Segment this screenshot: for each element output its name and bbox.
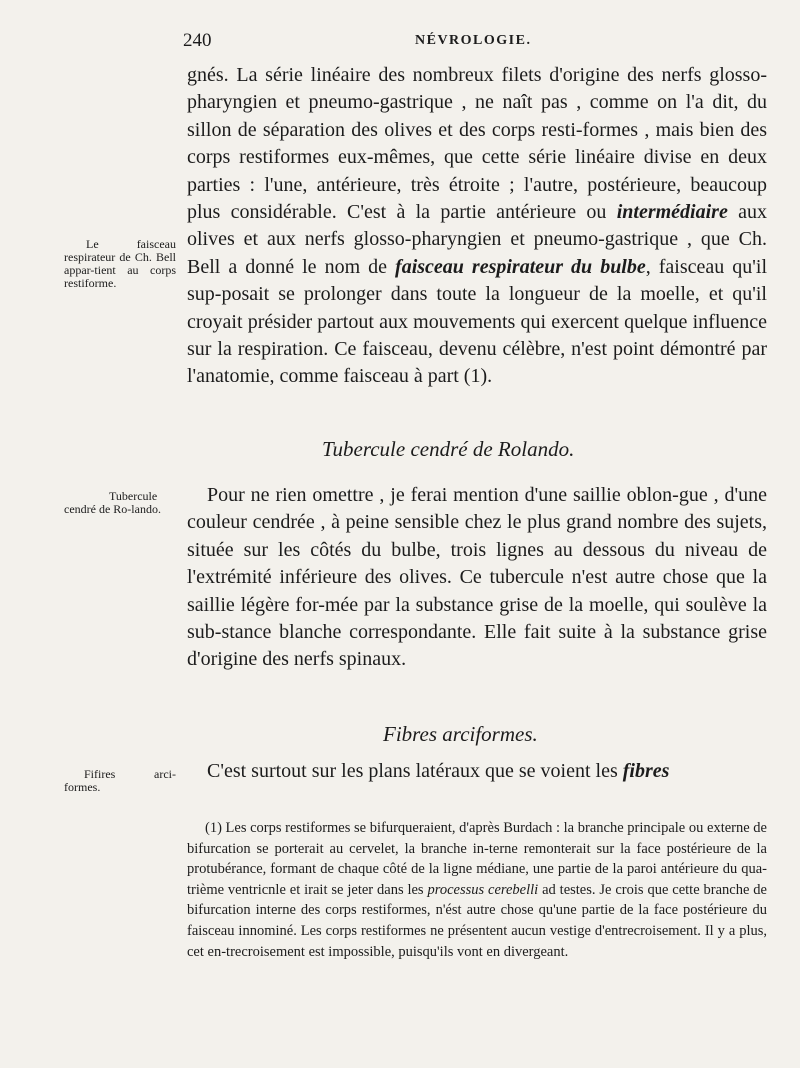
emphasis-intermediaire: intermédiaire [616,201,728,224]
section-heading-fibres: Fibres arciformes. [383,722,538,746]
margin-note-tubercule: Tubercule cendré de Ro-lando. [64,489,161,516]
paragraph-text: gnés. La série linéaire des nombreux filets d'origine des nerfs glosso-pharyngien et pneumo-gastrique , ne naît pas , comme on l'a dit, du sillon de séparation des olives et des corps resti-formes , mais bien des corps restiformes eux-mêmes, que cette série linéaire divise en deux parties : l'une, antérieure, très étroite ; l'autre, postérieure, beaucoup plus considérable. C'est à la partie antérieure ou [187,64,767,224]
margin-note-faisceau: Le faisceau respirateur de Ch. Bell appar-tient au corps restiforme. [64,237,176,290]
paragraph-text: aux olives et aux nerfs glosso-pharyngien et pneumo-gastrique , que Ch. Bell a donné le nom de [187,201,768,278]
running-head [0,22,800,52]
paragraph-tubercule: Pour ne rien omettre , je ferai mention d'une saillie oblon-gue , d'une couleur cendrée , à peine sensible chez le plus grand nombre des sujets, située sur les côtés du bulbe, trois lignes au dessous du niveau de l'extrémité inférieure des olives. Ce tubercule n'est autre chose que la saillie légère for-mée par la substance grise de la moelle, qui soulève la sub-stance blanche correspondante. Elle fait suite à la substance grise d'origine des nerfs spinaux. [187,484,767,671]
paragraph-fibres [187,758,767,785]
emphasis-faisceau-respirateur: faisceau respirateur du bulbe [395,255,646,278]
page-number: 240 [183,30,212,51]
footnote-text: (1) Les corps restiformes se bifurqueraient, d'après Burdach : la branche principale ou externe de bifurcation se porterait au cervelet, la branche in-terne remonterait sur la face postérieure de la protubérance, formant de chaque côté de la ligne médiane, une partie de la paroi antérieure du qua-trième ventricnle et irait se jeter dans les [187,820,767,898]
emphasis-fibres: fibres [622,760,670,782]
paragraph-text: C'est surtout sur les plans latéraux que se voient les [207,760,618,782]
margin-note-fibres: Fifires arci-formes. [64,767,176,794]
footnote-emphasis: processus cerebelli [427,881,539,898]
running-title: NÉVROLOGIE. [415,33,532,48]
footnote-text: ad testes. Je crois que cette branche de bifurcation interne des corps restiformes, n'ést autre chose qu'une partie de la face postérieure du faisceau innominé. Les corps restiformes ne présentent aucun vestige d'entrecroisement. Il y a plus, cet en-trecroisement est impossible, puisqu'ils vont en divergeant. [187,881,767,960]
paragraph-faisceau-respirateur [187,62,767,391]
section-heading-tubercule: Tubercule cendré de Rolando. [322,437,575,461]
paragraph-text: , faisceau qu'il sup-posait se prolonger dans toute la longueur de la moelle, et qu'il croyait présider partout aux mouvements qui exercent quelque influence sur la respiration. Ce faisceau, devenu célèbre, n'est point démontré par l'anatomie, comme faisceau à part (1). [187,255,767,388]
footnote [187,818,767,962]
